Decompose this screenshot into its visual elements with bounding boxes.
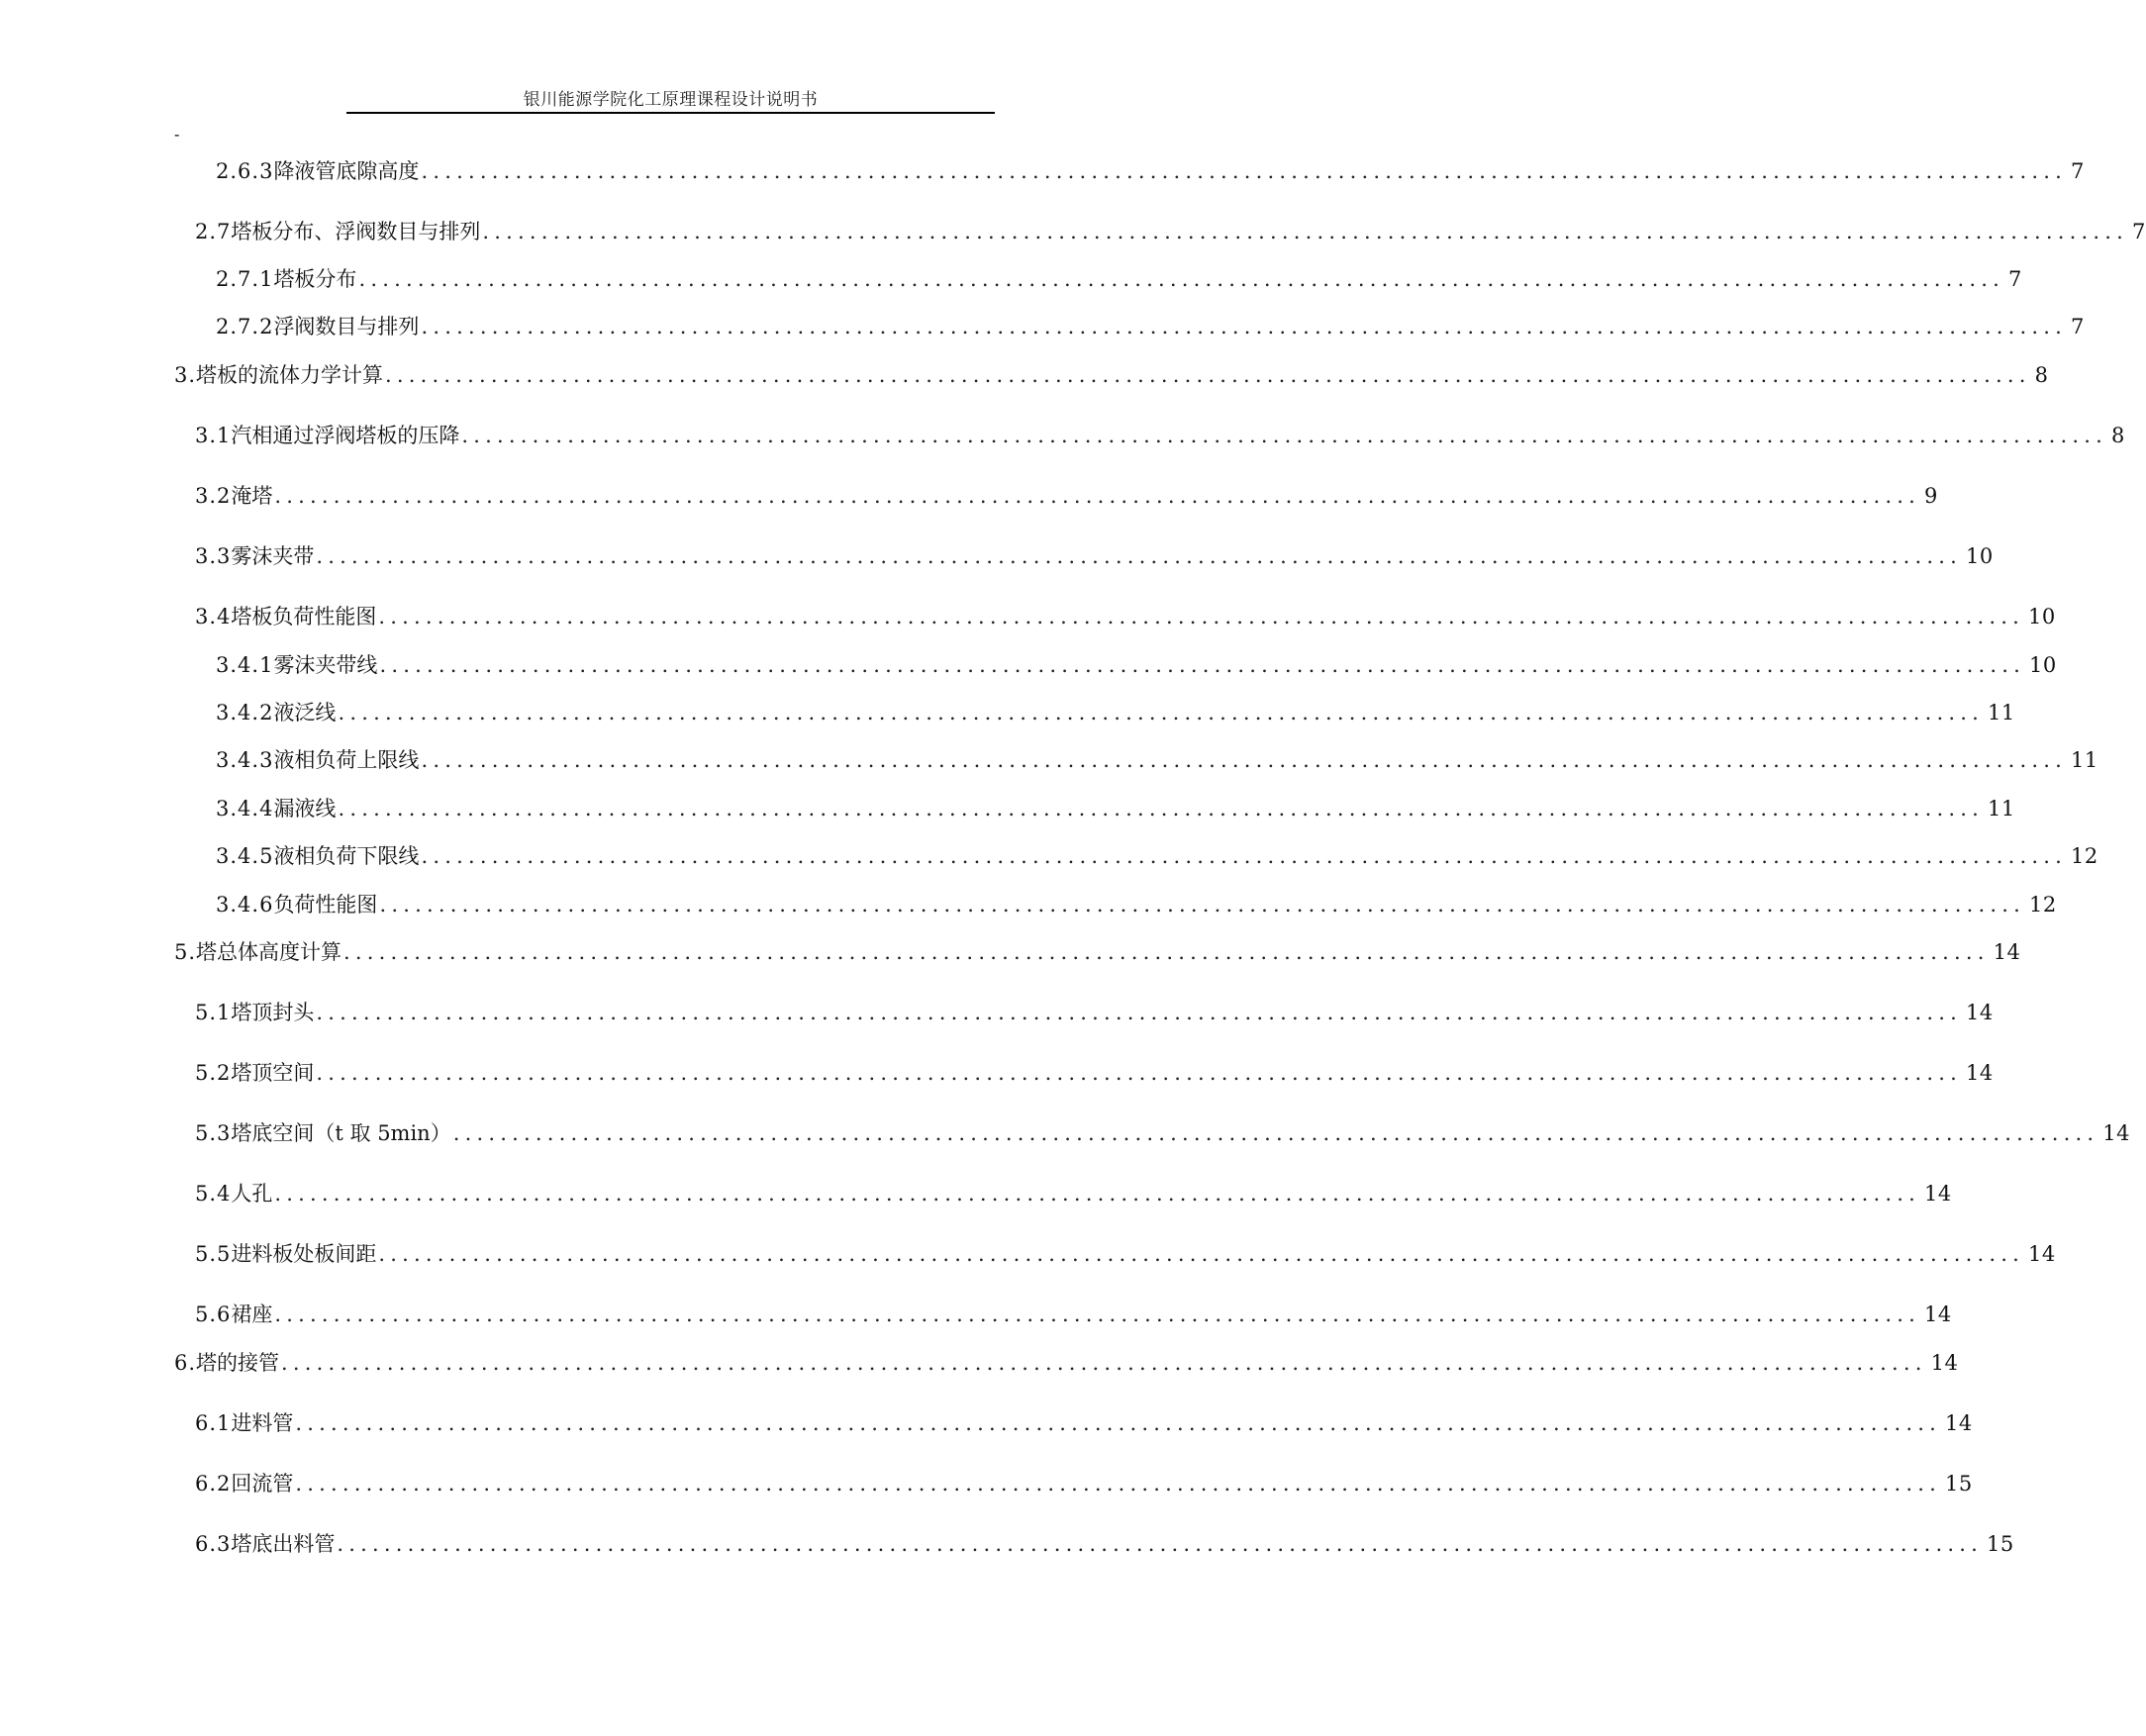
toc-dot-leader: ............................................................................................................................................ xyxy=(316,1061,1962,1085)
toc-entry-title: 进料管 xyxy=(231,1411,294,1435)
toc-entry[interactable] xyxy=(216,155,2085,187)
toc-entry-page: 14 xyxy=(1965,1001,1994,1024)
toc-dot-leader: ............................................................................................................................................ xyxy=(316,544,1962,568)
toc-entry-number: 2.7.2 xyxy=(216,315,274,338)
toc-dot-leader: ............................................................................................................................................ xyxy=(421,159,2067,183)
toc-entry-title: 进料板处板间距 xyxy=(231,1242,377,1266)
toc-entry-title: 汽相通过浮阀塔板的压降 xyxy=(231,424,460,447)
toc-dot-leader: ............................................................................................................................................ xyxy=(338,701,1984,724)
toc-dot-leader: ............................................................................................................................................ xyxy=(281,1351,1927,1375)
toc-entry-page: 14 xyxy=(1993,940,2021,964)
toc-entry-number: 6.3 xyxy=(195,1532,232,1556)
toc-entry-number: 3.4.1 xyxy=(216,653,274,677)
toc-entry[interactable] xyxy=(195,1238,2056,1270)
toc-entry-title: 塔板的流体力学计算 xyxy=(196,363,384,387)
toc-entry-page: 14 xyxy=(1923,1182,1952,1206)
toc-dot-leader: ............................................................................................................................................ xyxy=(337,1532,1983,1556)
toc-dot-leader: ............................................................................................................................................ xyxy=(378,605,2024,628)
toc-entry-page: 15 xyxy=(1986,1532,2014,1556)
toc-entry-number: 3.4 xyxy=(195,605,232,628)
toc-entry-page: 11 xyxy=(1987,701,2015,724)
toc-entry[interactable] xyxy=(195,1468,1973,1499)
toc-entry-title: 雾沫夹带线 xyxy=(273,653,378,677)
toc-entry[interactable] xyxy=(195,1057,1994,1089)
toc-entry-page: 8 xyxy=(2110,424,2125,447)
toc-entry-number: 6. xyxy=(174,1351,197,1375)
toc-entry[interactable] xyxy=(195,1528,2014,1560)
toc-entry-number: 2.7 xyxy=(195,220,232,243)
toc-entry-title: 塔板分布 xyxy=(273,267,357,291)
toc-dot-leader: ............................................................................................................................................ xyxy=(295,1411,1941,1435)
toc-entry-page: 7 xyxy=(2070,159,2085,183)
toc-entry[interactable] xyxy=(195,420,2125,451)
toc-entry-number: 6.2 xyxy=(195,1472,232,1495)
toc-entry-title: 塔的接管 xyxy=(196,1351,280,1375)
toc-entry-title: 漏液线 xyxy=(273,797,337,820)
toc-entry-number: 6.1 xyxy=(195,1411,232,1435)
toc-dot-leader: ............................................................................................................................................ xyxy=(343,940,1990,964)
toc-entry-title: 塔总体高度计算 xyxy=(196,940,342,964)
toc-dot-leader: ............................................................................................................................................ xyxy=(274,484,1920,508)
toc-entry-page: 12 xyxy=(2028,893,2057,916)
stray-mark: - xyxy=(174,125,180,144)
toc-entry-title: 淹塔 xyxy=(231,484,273,508)
toc-entry[interactable] xyxy=(216,744,2098,776)
toc-dot-leader: ............................................................................................................................................ xyxy=(274,1302,1920,1326)
toc-entry-title: 塔板分布、浮阀数目与排列 xyxy=(231,220,481,243)
toc-dot-leader: ............................................................................................................................................ xyxy=(316,1001,1962,1024)
toc-dot-leader: ............................................................................................................................................ xyxy=(482,220,2128,243)
toc-dot-leader: ............................................................................................................................................ xyxy=(338,797,1984,820)
toc-dot-leader: ............................................................................................................................................ xyxy=(452,1121,2099,1145)
toc-entry-title: 塔顶封头 xyxy=(231,1001,315,1024)
toc-entry[interactable] xyxy=(216,649,2057,681)
toc-entry-page: 10 xyxy=(1965,544,1994,568)
toc-dot-leader: ............................................................................................................................................ xyxy=(421,844,2067,868)
toc-entry-page: 14 xyxy=(1923,1302,1952,1326)
toc-entry-page: 14 xyxy=(2027,1242,2056,1266)
toc-dot-leader: ............................................................................................................................................ xyxy=(461,424,2107,447)
toc-entry-page: 14 xyxy=(1944,1411,1973,1435)
toc-entry[interactable] xyxy=(216,311,2085,342)
toc-dot-leader: ............................................................................................................................................ xyxy=(378,1242,2024,1266)
toc-dot-leader: ............................................................................................................................................ xyxy=(379,893,2025,916)
toc-entry[interactable] xyxy=(195,1299,1952,1330)
toc-entry-number: 5.1 xyxy=(195,1001,232,1024)
toc-entry-number: 5.2 xyxy=(195,1061,232,1085)
toc-entry-title: 降液管底隙高度 xyxy=(273,159,420,183)
toc-entry[interactable] xyxy=(174,359,2049,391)
toc-dot-leader: ............................................................................................................................................ xyxy=(274,1182,1920,1206)
toc-entry[interactable] xyxy=(216,697,2015,728)
toc-entry-page: 12 xyxy=(2070,844,2098,868)
toc-entry-title: 负荷性能图 xyxy=(273,893,378,916)
toc-entry[interactable] xyxy=(216,889,2057,920)
toc-entry[interactable] xyxy=(195,1407,1973,1439)
toc-entry[interactable] xyxy=(216,840,2098,872)
toc-entry-title: 浮阀数目与排列 xyxy=(273,315,420,338)
toc-entry[interactable] xyxy=(216,793,2015,824)
toc-entry-page: 8 xyxy=(2034,363,2049,387)
toc-entry-page: 14 xyxy=(1965,1061,1994,1085)
toc-entry-title: 回流管 xyxy=(231,1472,294,1495)
toc-entry-title: 人孔 xyxy=(231,1182,273,1206)
toc-dot-leader: ............................................................................................................................................ xyxy=(421,748,2067,772)
toc-entry-number: 5.3 xyxy=(195,1121,232,1145)
toc-entry[interactable] xyxy=(174,936,2021,968)
toc-entry-title: 液泛线 xyxy=(273,701,337,724)
toc-entry-number: 2.6.3 xyxy=(216,159,274,183)
toc-dot-leader: ............................................................................................................................................ xyxy=(385,363,2031,387)
toc-entry-page: 14 xyxy=(1930,1351,1959,1375)
toc-entry-number: 3.4.6 xyxy=(216,893,274,916)
toc-entry-number: 5. xyxy=(174,940,197,964)
toc-dot-leader: ............................................................................................................................................ xyxy=(295,1472,1941,1495)
toc-entry-number: 3.4.3 xyxy=(216,748,274,772)
header-rule xyxy=(346,112,995,114)
toc-entry-number: 3. xyxy=(174,363,197,387)
toc-entry[interactable] xyxy=(195,540,1994,572)
toc-entry-number: 2.7.1 xyxy=(216,267,274,291)
toc-entry-page: 9 xyxy=(1923,484,1938,508)
toc-entry[interactable] xyxy=(195,1178,1952,1209)
toc-entry[interactable] xyxy=(174,1347,1959,1379)
toc-entry[interactable] xyxy=(195,601,2056,632)
toc-entry-page: 11 xyxy=(2070,748,2098,772)
toc-entry[interactable] xyxy=(195,1117,2130,1149)
toc-entry-title: 塔顶空间 xyxy=(231,1061,315,1085)
page-header-title: 银川能源学院化工原理课程设计说明书 xyxy=(523,90,819,110)
toc-entry-page: 14 xyxy=(2102,1121,2130,1145)
toc-entry-title: 液相负荷下限线 xyxy=(273,844,420,868)
toc-entry-number: 3.2 xyxy=(195,484,232,508)
toc-entry-page: 7 xyxy=(2007,267,2022,291)
toc-entry-title: 塔底出料管 xyxy=(231,1532,336,1556)
toc-entry-title: 塔底空间（t 取 5min） xyxy=(231,1121,451,1145)
toc-entry-number: 3.1 xyxy=(195,424,232,447)
toc-entry-title: 裙座 xyxy=(231,1302,273,1326)
toc-entry-title: 雾沫夹带 xyxy=(231,544,315,568)
toc-entry-page: 7 xyxy=(2131,220,2146,243)
toc-entry-number: 3.4.2 xyxy=(216,701,274,724)
toc-entry-number: 5.5 xyxy=(195,1242,232,1266)
toc-entry[interactable] xyxy=(216,263,2022,295)
toc-entry-number: 3.4.4 xyxy=(216,797,274,820)
toc-entry-number: 3.3 xyxy=(195,544,232,568)
toc-entry-page: 10 xyxy=(2027,605,2056,628)
toc-entry-number: 5.6 xyxy=(195,1302,232,1326)
toc-entry[interactable] xyxy=(195,216,2146,247)
toc-entry[interactable] xyxy=(195,480,1938,512)
toc-entry-page: 11 xyxy=(1987,797,2015,820)
toc-dot-leader: ............................................................................................................................................ xyxy=(421,315,2067,338)
toc-entry-number: 5.4 xyxy=(195,1182,232,1206)
toc-entry[interactable] xyxy=(195,997,1994,1028)
toc-entry-title: 塔板负荷性能图 xyxy=(231,605,377,628)
toc-dot-leader: ............................................................................................................................................ xyxy=(358,267,2004,291)
toc-entry-page: 10 xyxy=(2028,653,2057,677)
toc-entry-title: 液相负荷上限线 xyxy=(273,748,420,772)
toc-dot-leader: ............................................................................................................................................ xyxy=(379,653,2025,677)
toc-entry-page: 7 xyxy=(2070,315,2085,338)
toc-entry-page: 15 xyxy=(1944,1472,1973,1495)
toc-entry-number: 3.4.5 xyxy=(216,844,274,868)
